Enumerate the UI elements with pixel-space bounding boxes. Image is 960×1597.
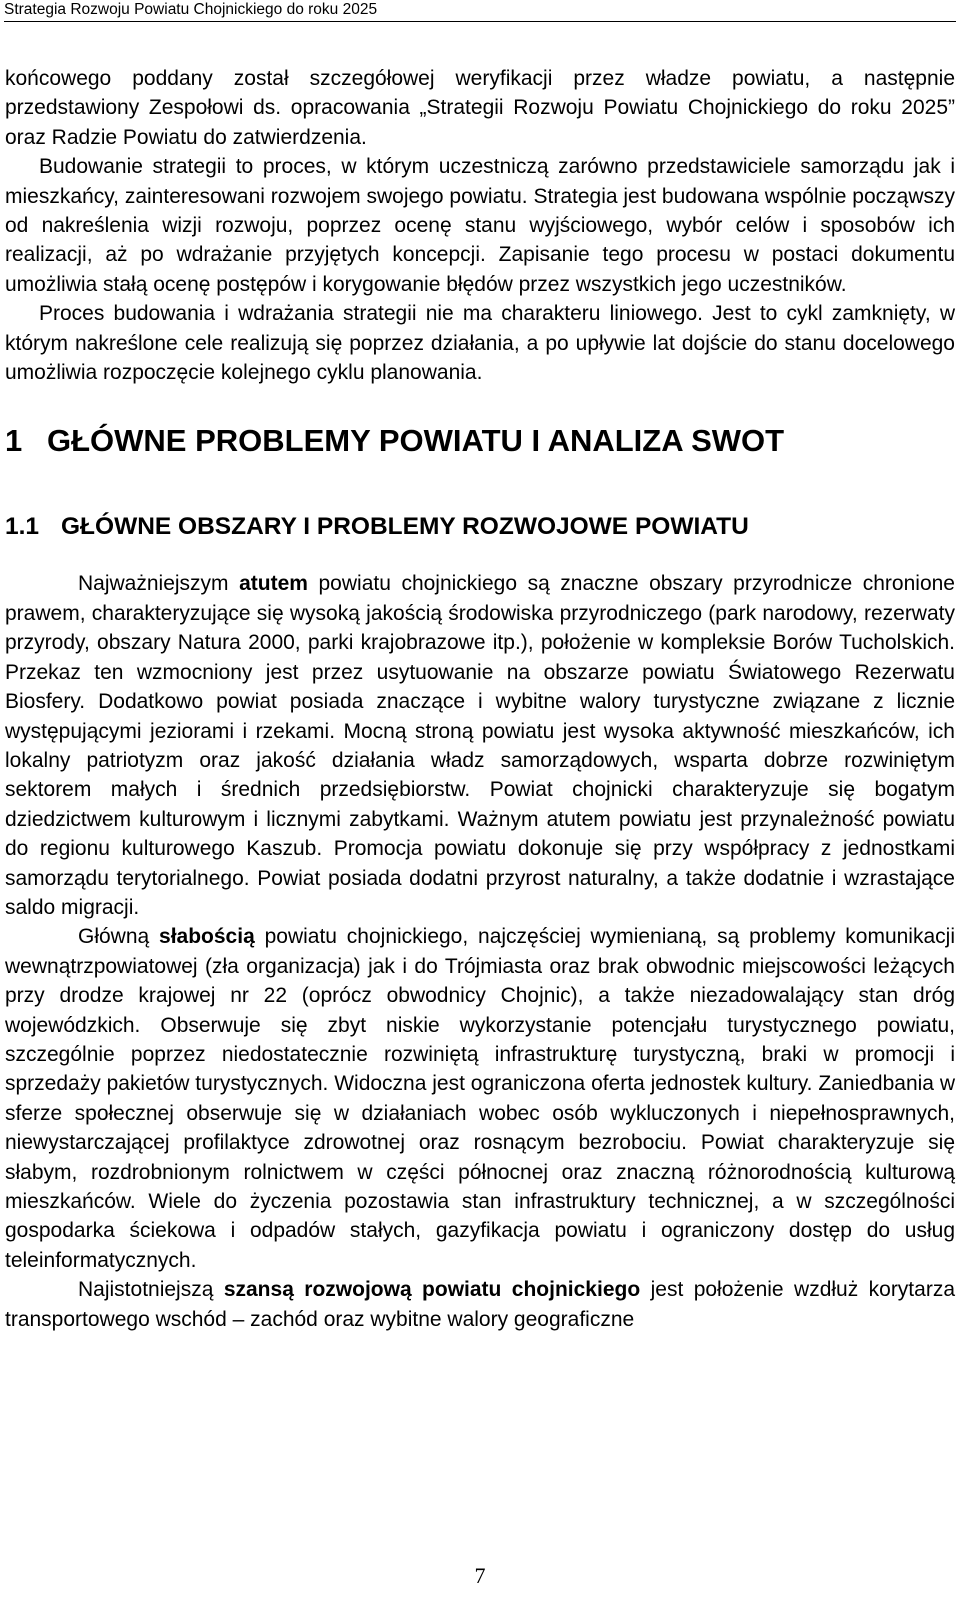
text-run: powiatu chojnickiego są znaczne obszary przyrodnicze chronione prawem, charakteryzujące się wysoką jakością środowiska przyrodniczego (park narodowy, rezerwaty przyrody, obszary Natura 2000, parki krajobrazowe itp.), położenie w kompleksie Borów Tucholskich. Przekaz ten wzmocniony jest przez usytuowanie na obszarze powiatu Światowego Rezerwatu Biosfery. Dodatkowo powiat posiada znaczące i wybitne walory turystyczne związane z licznie występującymi jeziorami i rzekami. Mocną stroną powiatu jest wysoka aktywność mieszkańców, ich lokalny patriotyzm oraz jakość działania władz samorządowych, wsparta dobrze rozwiniętym sektorem małych i średnich przedsiębiorstw. Powiat chojnicki charakteryzuje się bogatym dziedzictwem kulturowym i licznymi zabytkami. Ważnym atutem powiatu jest przynależność powiatu do regionu kulturowego Kaszub. Promocja powiatu dokonuje się przy współpracy z jednostkami samorządu terytorialnego. Powiat posiada dodatni przyrost naturalny, a także dodatnie i wzrastające saldo migracji. — [5, 572, 955, 919]
section-title: GŁÓWNE PROBLEMY POWIATU I ANALIZA SWOT — [47, 423, 785, 459]
keyword-slabosc: słabością — [159, 925, 255, 949]
paragraph-strengths — [5, 569, 955, 922]
paragraph-opportunities — [5, 1275, 955, 1334]
paragraph-intro-2: Budowanie strategii to proces, w którym uczestniczą zarówno przedstawiciele samorządu jak i mieszkańcy, zainteresowani rozwojem swojego powiatu. Strategia jest budowana wspólnie począwszy od nakreślenia wizji rozwoju, poprzez ocenę stanu wyjściowego, wybór celów i sposobów ich realizacji, aż po wdrażanie przyjętych koncepcji. Zapisanie tego procesu w postaci dokumentu umożliwia stałą ocenę postępów i korygowanie błędów przez wszystkich jego uczestników. — [5, 155, 955, 296]
paragraph-weaknesses — [5, 922, 955, 1275]
section-number: 1 — [5, 423, 23, 459]
paragraph-intro-3: Proces budowania i wdrażania strategii nie ma charakteru liniowego. Jest to cykl zamknięty, w którym nakreślone cele realizują się poprzez działania, a po upływie lat dojście do stanu docelowego umożliwia rozpoczęcie kolejnego cyklu planowania. — [5, 302, 955, 385]
text-run: powiatu chojnickiego, najczęściej wymienianą, są problemy komunikacji wewnątrzpowiatowej (zła organizacja) jak i do Trójmiasta oraz brak obwodnic miejscowości leżących przy drodze krajowej nr 22 (oprócz obwodnicy Chojnic), a także niezadowalający stan dróg wojewódzkich. Obserwuje się zbyt niskie wykorzystanie potencjału turystycznego powiatu, szczególnie poprzez niedostatecznie rozwiniętą infrastrukturę turystyczną, braki w promocji i sprzedaży pakietów turystycznych. Widoczna jest ograniczona oferta jednostek kultury. Zaniedbania w sferze społecznej obserwuje się w działaniach wobec osób wykluczonych i niepełnosprawnych, niewystarczającej profilaktyce zdrowotnej oraz rosnącym bezrobociu. Powiat charakteryzuje się słabym, rozdrobnionym rolnictwem w części północnej oraz znaczną różnorodnością kulturową mieszkańców. Wiele do życzenia pozostawia stan infrastruktury technicznej, a w szczególności gospodarka ściekowa i odpadów stałych, gazyfikacja powiatu i ograniczony dostęp do usług teleinformatycznych. — [5, 925, 955, 1272]
running-header: Strategia Rozwoju Powiatu Chojnickiego do roku 2025 — [4, 0, 956, 22]
keyword-szansa: szansą rozwojową powiatu chojnickiego — [223, 1278, 641, 1302]
text-run: jest położenie wzdłuż korytarza transportowego wschód – zachód oraz wybitne walory geograficzne — [5, 1278, 955, 1331]
subsection-heading-1-1 — [5, 507, 955, 547]
text-run: Najważniejszym — [78, 572, 240, 596]
page-number: 7 — [474, 1563, 486, 1588]
subsection-number: 1.1 — [5, 513, 40, 541]
text-run: Główną — [78, 925, 160, 949]
section-heading-1 — [5, 419, 955, 463]
keyword-atut: atutem — [239, 572, 308, 596]
subsection-title: GŁÓWNE OBSZARY I PROBLEMY ROZWOJOWE POWIATU — [61, 513, 749, 541]
text-run: Najistotniejszą — [78, 1278, 224, 1302]
paragraph-intro-1: końcowego poddany został szczegółowej weryfikacji przez władze powiatu, a następnie przedstawiony Zespołowi ds. opracowania „Strategii Rozwoju Powiatu Chojnickiego do roku 2025” oraz Radzie Powiatu do zatwierdzenia. — [5, 67, 955, 149]
page-content — [5, 64, 955, 1334]
